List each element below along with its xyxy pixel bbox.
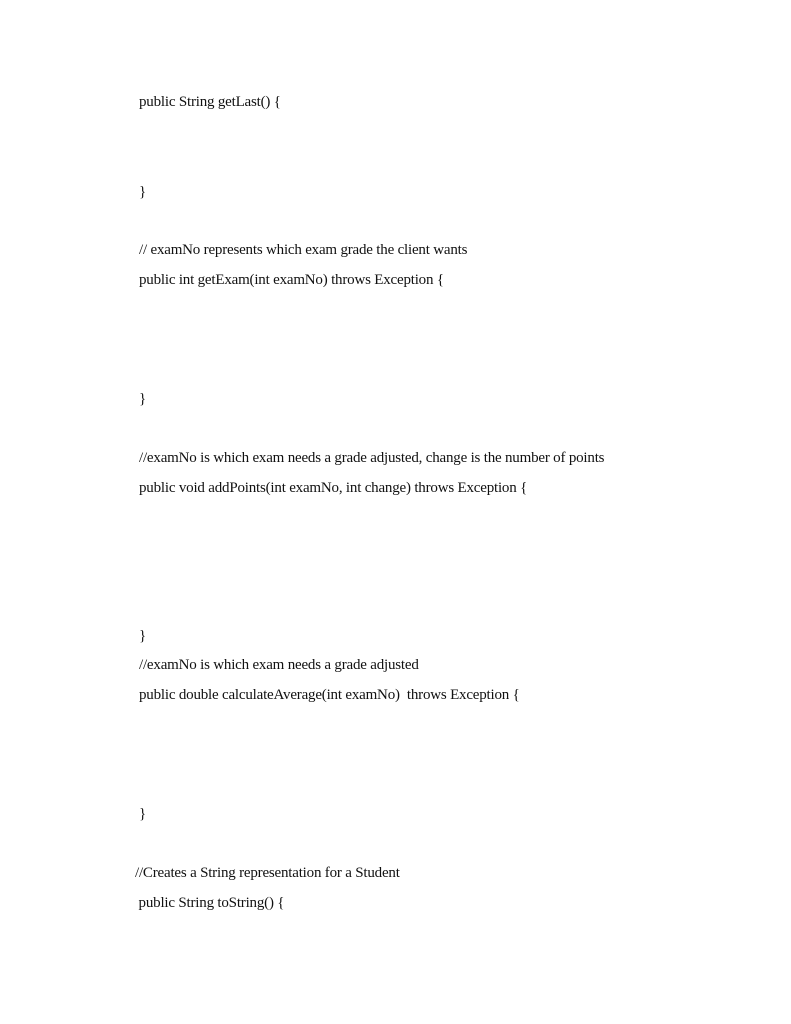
- code-line-closing-brace: }: [139, 628, 146, 644]
- code-line-comment: //examNo is which exam needs a grade adjusted: [139, 657, 419, 673]
- code-line-comment: //Creates a String representation for a Student: [135, 865, 400, 881]
- code-line-getlast-signature: public String getLast() {: [139, 94, 281, 110]
- code-line-closing-brace: }: [139, 184, 146, 200]
- code-line-comment: // examNo represents which exam grade the client wants: [139, 242, 468, 258]
- code-line-closing-brace: }: [139, 391, 146, 407]
- code-line-closing-brace: }: [139, 806, 146, 822]
- code-line-addpoints-signature: public void addPoints(int examNo, int change) throws Exception {: [139, 480, 528, 496]
- code-line-calculateaverage-signature: public double calculateAverage(int examNo) throws Exception {: [139, 687, 520, 703]
- code-line-tostring-signature: public String toString() {: [135, 895, 285, 911]
- code-line-getexam-signature: public int getExam(int examNo) throws Exception {: [139, 272, 444, 288]
- code-line-comment: //examNo is which exam needs a grade adjusted, change is the number of points: [139, 450, 605, 466]
